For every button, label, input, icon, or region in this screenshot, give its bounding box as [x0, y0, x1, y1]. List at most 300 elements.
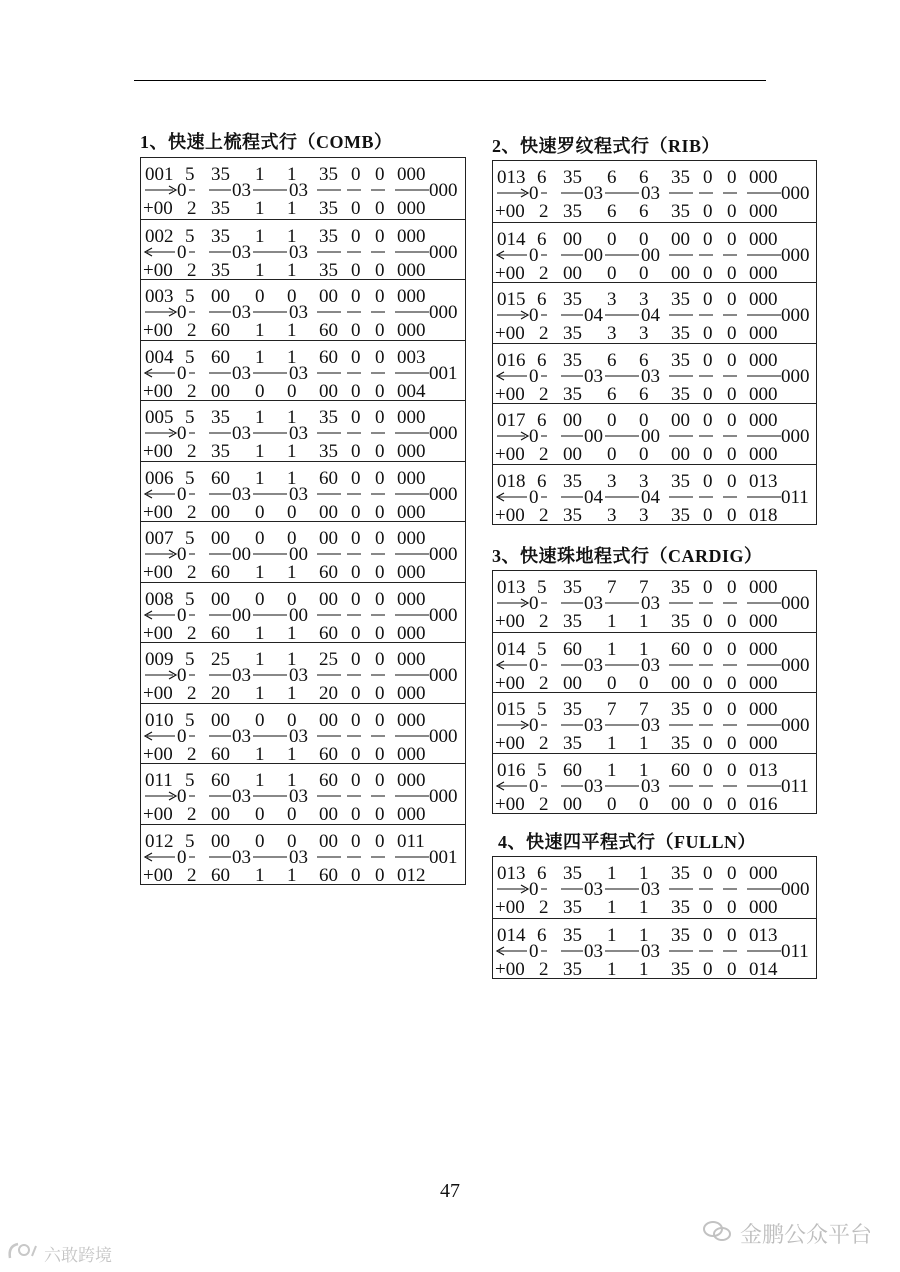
lower-value: 2 — [187, 864, 197, 885]
lower-value: 0 — [727, 611, 737, 631]
lower-value: 0 — [351, 804, 361, 824]
middle-value: 0 — [529, 426, 539, 447]
upper-value: 6 — [537, 470, 547, 492]
program-row — [141, 582, 465, 643]
upper-value: 0 — [351, 225, 361, 247]
step-number: 014 — [497, 228, 526, 250]
upper-value: 0 — [375, 407, 385, 428]
step-number: 007 — [145, 528, 174, 549]
lower-value: 35 — [671, 611, 690, 631]
lower-value: 6 — [607, 383, 617, 404]
middle-value: 03 — [584, 775, 603, 797]
lower-value: 000 — [749, 323, 778, 343]
upper-value: 0 — [727, 289, 737, 310]
lower-value: 1 — [287, 864, 297, 885]
lower-value: 35 — [671, 323, 690, 343]
middle-value: 03 — [584, 593, 603, 614]
upper-value: 0 — [727, 470, 737, 492]
program-table-comb — [140, 157, 466, 885]
program-row — [493, 403, 816, 464]
lower-value: 0 — [255, 804, 265, 824]
program-row-figure — [141, 220, 465, 280]
middle-value: 03 — [232, 423, 251, 444]
lower-prefix: +00 — [143, 380, 173, 401]
lower-value: 0 — [703, 504, 713, 525]
upper-value: 35 — [671, 924, 690, 946]
upper-value: 0 — [351, 164, 361, 185]
lower-prefix: +00 — [143, 320, 173, 340]
program-row — [493, 753, 816, 814]
program-table-cardig — [492, 570, 817, 814]
section-title-fulln: 4、快速四平程式行（FULLN） — [498, 832, 757, 852]
middle-value: 03 — [289, 786, 308, 807]
lower-value: 0 — [351, 380, 361, 401]
upper-value: 00 — [319, 286, 338, 307]
lower-prefix: +00 — [495, 611, 525, 631]
program-row — [493, 692, 816, 753]
result-value: 000 — [429, 544, 458, 565]
lower-value: 0 — [727, 733, 737, 753]
lower-value: 0 — [607, 672, 617, 693]
program-row-figure — [141, 764, 465, 824]
upper-value: 0 — [727, 349, 737, 371]
lower-value: 00 — [671, 262, 690, 283]
middle-value: 0 — [177, 483, 187, 505]
upper-value: 000 — [397, 528, 426, 549]
upper-value: 000 — [749, 699, 778, 720]
step-number: 005 — [145, 407, 174, 428]
upper-value: 0 — [375, 346, 385, 368]
upper-value: 00 — [211, 709, 230, 731]
result-value: 000 — [429, 665, 458, 686]
middle-value: 03 — [641, 775, 660, 797]
upper-value: 6 — [639, 349, 649, 371]
step-number: 015 — [497, 289, 526, 310]
step-number: 004 — [145, 346, 174, 368]
upper-value: 35 — [671, 577, 690, 598]
lower-value: 0 — [727, 444, 737, 464]
lower-value: 000 — [749, 897, 778, 917]
lower-value: 1 — [607, 897, 617, 917]
program-row — [141, 219, 465, 280]
lower-value: 1 — [287, 562, 297, 582]
upper-value: 35 — [563, 699, 582, 720]
step-number: 006 — [145, 467, 174, 489]
upper-value: 0 — [703, 577, 713, 598]
watermark-left-text: 六敢跨境 — [44, 1246, 112, 1266]
program-row-figure — [493, 223, 817, 283]
upper-value: 0 — [351, 528, 361, 549]
upper-value: 0 — [351, 286, 361, 307]
middle-value: 03 — [641, 654, 660, 676]
lower-prefix: +00 — [495, 733, 525, 753]
upper-value: 35 — [211, 225, 230, 247]
lower-value: 0 — [607, 793, 617, 814]
upper-value: 35 — [211, 407, 230, 428]
upper-value: 000 — [749, 289, 778, 310]
lower-value: 1 — [639, 733, 649, 753]
middle-value: 04 — [584, 305, 603, 326]
upper-value: 0 — [727, 410, 737, 431]
upper-value: 35 — [319, 225, 338, 247]
upper-value: 60 — [319, 770, 338, 791]
lower-prefix: +00 — [143, 441, 173, 461]
lower-value: 35 — [563, 504, 582, 525]
lower-value: 016 — [749, 793, 778, 814]
lower-value: 0 — [375, 380, 385, 401]
lower-value: 000 — [749, 672, 778, 693]
middle-value: 03 — [289, 241, 308, 263]
middle-value: 0 — [177, 362, 187, 384]
upper-value: 6 — [537, 863, 547, 884]
upper-value: 0 — [703, 228, 713, 250]
middle-value: 0 — [529, 486, 539, 508]
middle-value: 0 — [177, 544, 187, 565]
lower-value: 00 — [563, 672, 582, 693]
upper-value: 6 — [537, 410, 547, 431]
upper-value: 1 — [607, 759, 617, 781]
upper-value: 0 — [351, 346, 361, 368]
lower-value: 0 — [703, 611, 713, 631]
step-number: 002 — [145, 225, 174, 247]
section-title-cardig: 3、快速珠地程式行（CARDIG） — [492, 546, 763, 566]
lower-value: 60 — [319, 562, 338, 582]
lower-value: 0 — [375, 562, 385, 582]
result-value: 000 — [781, 426, 810, 447]
upper-value: 1 — [287, 407, 297, 428]
upper-value: 0 — [351, 770, 361, 791]
lower-value: 2 — [187, 562, 197, 582]
lower-value: 0 — [639, 262, 649, 283]
lower-value: 0 — [639, 444, 649, 464]
middle-value: 00 — [584, 426, 603, 447]
upper-value: 6 — [607, 167, 617, 188]
lower-value: 012 — [397, 864, 426, 885]
upper-value: 35 — [563, 863, 582, 884]
step-number: 009 — [145, 649, 174, 670]
upper-value: 0 — [375, 164, 385, 185]
result-value: 001 — [429, 362, 458, 384]
middle-value: 0 — [177, 180, 187, 201]
program-row — [141, 461, 465, 522]
program-row — [141, 521, 465, 582]
upper-value: 25 — [211, 649, 230, 670]
middle-value: 0 — [529, 715, 539, 736]
lower-value: 35 — [563, 611, 582, 631]
lower-prefix: +00 — [143, 622, 173, 643]
lower-value: 00 — [563, 793, 582, 814]
lower-value: 1 — [255, 198, 265, 218]
result-value: 000 — [429, 241, 458, 263]
program-row — [493, 632, 816, 693]
middle-value: 00 — [232, 604, 251, 626]
lower-prefix: +00 — [143, 864, 173, 885]
upper-value: 0 — [727, 167, 737, 188]
lower-value: 00 — [319, 380, 338, 401]
lower-value: 35 — [671, 504, 690, 525]
lower-value: 000 — [397, 804, 426, 824]
upper-value: 35 — [671, 349, 690, 371]
lower-value: 000 — [397, 622, 426, 643]
lower-value: 2 — [539, 733, 549, 753]
program-row-figure — [141, 825, 465, 885]
upper-value: 0 — [607, 410, 617, 431]
lower-value: 2 — [187, 380, 197, 401]
middle-value: 03 — [232, 665, 251, 686]
middle-value: 0 — [177, 786, 187, 807]
lower-value: 0 — [703, 733, 713, 753]
upper-value: 3 — [607, 289, 617, 310]
lower-value: 2 — [539, 383, 549, 404]
upper-value: 0 — [703, 289, 713, 310]
upper-value: 00 — [211, 286, 230, 307]
middle-value: 0 — [177, 423, 187, 444]
program-row-figure — [141, 583, 465, 643]
middle-value: 00 — [289, 604, 308, 626]
upper-value: 0 — [287, 830, 297, 852]
lower-value: 1 — [607, 611, 617, 631]
upper-value: 0 — [351, 649, 361, 670]
lower-value: 60 — [211, 320, 230, 340]
step-number: 014 — [497, 638, 526, 660]
upper-value: 0 — [703, 638, 713, 660]
lower-value: 1 — [287, 320, 297, 340]
lower-prefix: +00 — [495, 672, 525, 693]
lower-value: 0 — [727, 323, 737, 343]
upper-value: 0 — [375, 286, 385, 307]
middle-value: 04 — [641, 486, 660, 508]
upper-value: 00 — [671, 228, 690, 250]
program-row — [141, 279, 465, 340]
lower-value: 60 — [319, 622, 338, 643]
upper-value: 0 — [351, 588, 361, 610]
lower-value: 0 — [703, 897, 713, 917]
section-title-rib: 2、快速罗纹程式行（RIB） — [492, 136, 721, 156]
middle-value: 0 — [177, 302, 187, 323]
upper-value: 1 — [287, 770, 297, 791]
upper-value: 60 — [671, 638, 690, 660]
upper-value: 000 — [749, 167, 778, 188]
lower-prefix: +00 — [495, 323, 525, 343]
lower-value: 1 — [255, 622, 265, 643]
middle-value: 03 — [584, 940, 603, 962]
upper-value: 7 — [639, 577, 649, 598]
result-value: 000 — [781, 244, 810, 266]
middle-value: 03 — [232, 786, 251, 807]
lower-value: 6 — [639, 201, 649, 221]
upper-value: 5 — [185, 649, 195, 670]
lower-value: 0 — [727, 958, 737, 979]
middle-value: 03 — [232, 241, 251, 263]
upper-value: 5 — [537, 577, 547, 598]
upper-value: 013 — [749, 759, 778, 781]
upper-value: 1 — [255, 164, 265, 185]
lower-value: 1 — [287, 743, 297, 764]
middle-value: 0 — [529, 940, 539, 962]
lower-value: 0 — [703, 383, 713, 404]
lower-value: 0 — [255, 380, 265, 401]
upper-value: 0 — [727, 759, 737, 781]
result-value: 000 — [781, 183, 810, 204]
upper-value: 1 — [607, 863, 617, 884]
lower-value: 2 — [539, 504, 549, 525]
program-row-figure — [141, 704, 465, 764]
lower-value: 014 — [749, 958, 778, 979]
upper-value: 35 — [563, 470, 582, 492]
upper-value: 5 — [185, 528, 195, 549]
lower-value: 2 — [187, 804, 197, 824]
lower-value: 0 — [287, 380, 297, 401]
upper-value: 0 — [607, 228, 617, 250]
middle-value: 03 — [584, 654, 603, 676]
upper-value: 35 — [563, 289, 582, 310]
upper-value: 60 — [211, 770, 230, 791]
step-number: 003 — [145, 286, 174, 307]
result-value: 000 — [429, 180, 458, 201]
upper-value: 35 — [671, 863, 690, 884]
lower-value: 1 — [639, 897, 649, 917]
lower-value: 000 — [749, 201, 778, 221]
lower-value: 35 — [671, 897, 690, 917]
lower-value: 000 — [397, 441, 426, 461]
upper-value: 1 — [639, 638, 649, 660]
upper-value: 60 — [319, 467, 338, 489]
step-number: 016 — [497, 349, 526, 371]
lower-value: 00 — [211, 380, 230, 401]
upper-value: 000 — [397, 588, 426, 610]
lower-value: 35 — [671, 958, 690, 979]
upper-value: 000 — [397, 164, 426, 185]
upper-value: 25 — [319, 649, 338, 670]
lower-value: 000 — [397, 198, 426, 218]
program-row-figure — [493, 283, 817, 343]
lower-value: 60 — [319, 864, 338, 885]
lower-value: 0 — [255, 501, 265, 522]
middle-value: 04 — [584, 486, 603, 508]
lower-value: 000 — [749, 444, 778, 464]
lower-value: 000 — [749, 733, 778, 753]
upper-value: 60 — [671, 759, 690, 781]
lower-value: 3 — [607, 323, 617, 343]
lower-value: 1 — [255, 743, 265, 764]
lower-value: 0 — [727, 897, 737, 917]
middle-value: 0 — [529, 879, 539, 900]
lower-prefix: +00 — [495, 793, 525, 814]
lower-prefix: +00 — [495, 897, 525, 917]
result-value: 000 — [429, 423, 458, 444]
lower-value: 0 — [727, 672, 737, 693]
upper-value: 5 — [185, 164, 195, 185]
middle-value: 00 — [641, 426, 660, 447]
middle-value: 03 — [584, 715, 603, 736]
upper-value: 0 — [255, 709, 265, 731]
lower-value: 2 — [539, 262, 549, 283]
upper-value: 5 — [185, 225, 195, 247]
upper-value: 013 — [749, 924, 778, 946]
middle-value: 0 — [529, 654, 539, 676]
watermark-right — [702, 1218, 872, 1249]
upper-value: 1 — [255, 346, 265, 368]
lower-value: 0 — [639, 672, 649, 693]
upper-value: 1 — [255, 467, 265, 489]
program-row — [141, 158, 465, 219]
step-number: 018 — [497, 470, 526, 492]
lower-value: 1 — [287, 198, 297, 218]
program-row-figure — [141, 643, 465, 703]
upper-value: 0 — [703, 410, 713, 431]
upper-value: 000 — [397, 770, 426, 791]
upper-value: 1 — [255, 407, 265, 428]
step-number: 013 — [497, 577, 526, 598]
upper-value: 35 — [671, 289, 690, 310]
upper-value: 000 — [397, 467, 426, 489]
result-value: 000 — [429, 302, 458, 323]
upper-value: 6 — [537, 228, 547, 250]
lower-value: 000 — [749, 383, 778, 404]
middle-value: 0 — [529, 183, 539, 204]
lower-prefix: +00 — [143, 259, 173, 280]
middle-value: 03 — [641, 183, 660, 204]
upper-value: 5 — [537, 699, 547, 720]
lower-prefix: +00 — [143, 804, 173, 824]
middle-value: 03 — [289, 665, 308, 686]
upper-value: 0 — [727, 924, 737, 946]
lower-value: 000 — [397, 259, 426, 280]
upper-value: 5 — [537, 638, 547, 660]
lower-value: 00 — [211, 804, 230, 824]
lower-value: 2 — [187, 501, 197, 522]
upper-value: 0 — [703, 349, 713, 371]
result-value: 000 — [429, 483, 458, 505]
lower-value: 0 — [375, 804, 385, 824]
lower-value: 0 — [375, 198, 385, 218]
upper-value: 00 — [319, 709, 338, 731]
lower-value: 3 — [607, 504, 617, 525]
upper-value: 000 — [749, 577, 778, 598]
upper-value: 1 — [607, 924, 617, 946]
middle-value: 0 — [177, 846, 187, 868]
step-number: 013 — [497, 167, 526, 188]
lower-value: 0 — [287, 804, 297, 824]
lower-prefix: +00 — [143, 198, 173, 218]
program-row-figure — [141, 341, 465, 401]
program-row — [493, 282, 816, 343]
lower-prefix: +00 — [495, 444, 525, 464]
lower-prefix: +00 — [143, 501, 173, 522]
lower-value: 1 — [255, 562, 265, 582]
lower-value: 000 — [397, 562, 426, 582]
upper-value: 3 — [607, 470, 617, 492]
upper-value: 00 — [211, 830, 230, 852]
upper-value: 0 — [255, 588, 265, 610]
upper-value: 60 — [211, 346, 230, 368]
upper-value: 0 — [351, 407, 361, 428]
lower-value: 0 — [375, 320, 385, 340]
upper-value: 1 — [287, 649, 297, 670]
lower-value: 0 — [351, 501, 361, 522]
lower-value: 20 — [319, 683, 338, 703]
lower-value: 2 — [539, 793, 549, 814]
lower-value: 35 — [211, 259, 230, 280]
middle-value: 03 — [232, 725, 251, 747]
upper-value: 7 — [639, 699, 649, 720]
program-row — [493, 571, 816, 632]
step-number: 014 — [497, 924, 526, 946]
result-value: 001 — [429, 846, 458, 868]
upper-value: 0 — [727, 577, 737, 598]
upper-value: 5 — [185, 467, 195, 489]
upper-value: 003 — [397, 346, 426, 368]
